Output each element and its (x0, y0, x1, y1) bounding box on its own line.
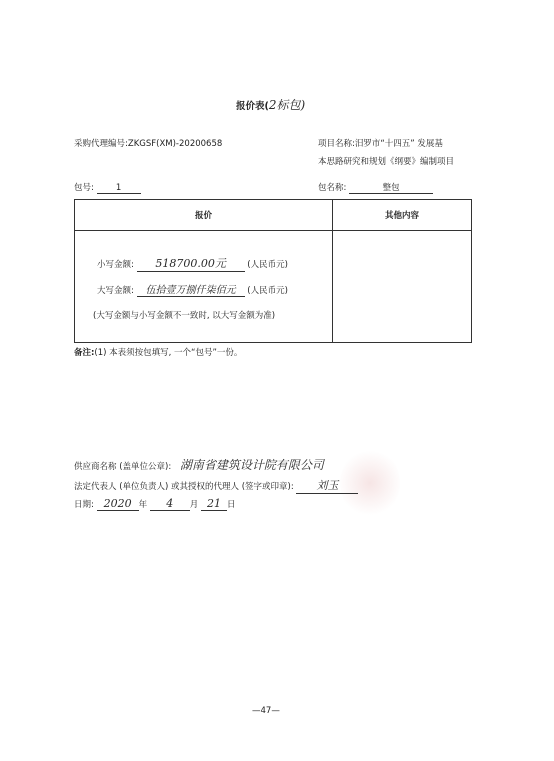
supplier-value: 湖南省建筑设计院有限公司 (179, 458, 324, 472)
quote-table (74, 199, 472, 343)
package-name (318, 181, 433, 194)
representative-signature: 刘玉 (296, 477, 358, 494)
date-month: 4 (150, 497, 190, 511)
date-day: 21 (201, 497, 227, 511)
date-label: 日期: (74, 500, 94, 510)
project-name (318, 137, 443, 149)
procurement-code-label: 采购代理编号: (74, 139, 128, 149)
quote-cell (75, 231, 333, 343)
header-quote: 报价 (75, 200, 333, 231)
title-label: 报价表( (236, 101, 269, 112)
big-amount-value: 伍拾壹万捌仟柒佰元 (137, 281, 245, 297)
big-amount-unit: (人民币元) (247, 286, 288, 296)
procurement-code (74, 137, 222, 149)
procurement-code-value: ZKGSF(XM)-20200658 (127, 139, 223, 149)
package-name-value: 整包 (349, 181, 433, 194)
supplier-row (74, 456, 324, 473)
title-handwritten: 2标包) (268, 98, 306, 112)
remark-text: (1) 本表须按包填写, 一个“包号”一份。 (94, 348, 243, 358)
amount-note: (大写金额与小写金额不一致时, 以大写金额为准) (93, 311, 276, 321)
representative-row (74, 477, 358, 494)
date-month-unit: 月 (189, 500, 199, 510)
package-number-value: 1 (97, 183, 141, 194)
date-year: 2020 (97, 497, 139, 511)
remark-label: 备注: (74, 348, 95, 358)
header-other: 其他内容 (333, 200, 472, 231)
remark (74, 346, 242, 358)
project-name-line1: 汨罗市“十四五” 发展基 (354, 139, 443, 149)
date-day-unit: 日 (227, 500, 236, 510)
small-amount-value: 518700.00元 (137, 255, 245, 272)
page-number: —47— (252, 706, 280, 716)
project-name-line2: 本思路研究和规划《纲要》编制项目 (318, 157, 455, 167)
representative-label: 法定代表人 (单位负责人) 或其授权的代理人 (签字或印章): (74, 482, 294, 492)
package-number (74, 181, 141, 194)
date-year-unit: 年 (138, 500, 148, 510)
date-row (74, 497, 236, 511)
small-amount-label: 小写金额: (97, 260, 134, 270)
package-number-label: 包号: (74, 183, 94, 193)
small-amount-row (97, 255, 288, 272)
project-name-label: 项目名称: (318, 139, 355, 149)
big-amount-label: 大写金额: (97, 286, 134, 296)
other-content-cell (333, 231, 472, 343)
supplier-label: 供应商名称 (盖单位公章): (74, 462, 172, 472)
big-amount-row (97, 281, 288, 297)
page-title (236, 96, 305, 113)
small-amount-unit: (人民币元) (247, 260, 288, 270)
package-name-label: 包名称: (318, 183, 347, 193)
